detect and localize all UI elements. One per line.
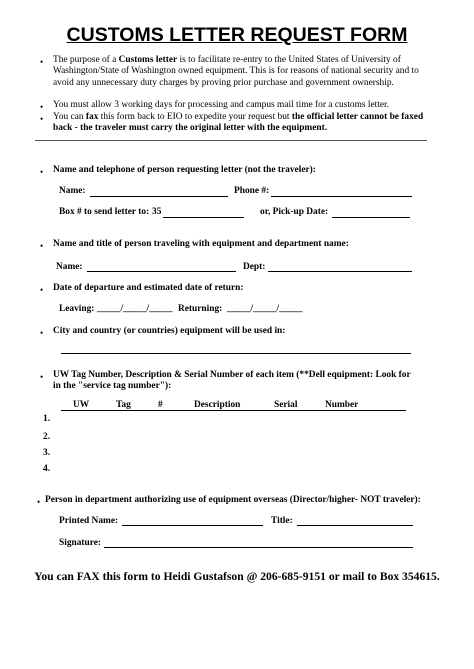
fax-instructions: You can FAX this form to Heidi Gustafson @ 206-685-9151 or mail to Box 354615. [34,570,440,583]
equipment-row-number: 3. [43,448,51,458]
location-field[interactable] [61,353,411,354]
equipment-heading: UW Tag Number, Description & Serial Number of each item (**Dell equipment: Look for [53,370,411,380]
leaving-date-field[interactable]: _____/_____/_____ [97,304,173,314]
requester-phone-label: Phone #: [234,186,270,196]
intro-text: The purpose of a [53,55,119,65]
requester-name-field[interactable] [90,196,228,197]
traveler-name-label: Name: [56,262,83,272]
column-header: UW [73,400,90,410]
column-header: Serial [274,400,298,410]
intro-text: is to facilitate re-entry to the United States of University of Washington/State of Washington owned equipment. This is for reasons of national security and to avoid any unnecessary duty charges by proving prior purchase and government ownership. [53,55,419,88]
printed-name-field[interactable] [122,525,263,526]
bullet-icon: • [40,241,44,251]
column-header: Tag [116,400,131,410]
equipment-row-number: 4. [43,464,51,474]
column-header: Description [194,400,241,410]
equipment-row-number: 1. [43,414,51,424]
equipment-heading-cont: in the "service tag number"): [53,381,172,391]
traveler-dept-field[interactable] [268,271,412,272]
section-divider [35,140,427,141]
returning-label: Returning: [178,304,223,314]
bullet-icon: • [40,57,44,67]
intro-fax-note [53,112,438,135]
traveler-name-field[interactable] [87,271,236,272]
returning-date-field[interactable]: _____/_____/_____ [227,304,303,314]
bullet-icon: • [40,102,44,112]
bullet-icon: • [37,497,41,507]
equipment-row-number: 2. [43,432,51,442]
traveler-heading: Name and title of person traveling with equipment and department name: [53,239,349,249]
intro-purpose [53,55,438,89]
location-heading: City and country (or countries) equipment will be used in: [53,326,286,336]
box-number-field[interactable] [163,217,244,218]
bullet-icon: • [40,285,44,295]
intro-text: You can [53,112,86,122]
bullet-icon: • [40,167,44,177]
leaving-label: Leaving: [59,304,95,314]
printed-name-label: Printed Name: [59,516,119,526]
column-header: # [158,400,163,410]
pickup-date-label: or, Pick-up Date: [260,207,329,217]
pickup-date-field[interactable] [332,217,410,218]
requester-phone-field[interactable] [271,196,412,197]
form-title: CUSTOMS LETTER REQUEST FORM [66,24,408,46]
column-header: Number [325,400,359,410]
bullet-icon: • [40,372,44,382]
intro-bold-text: fax [85,112,99,122]
authorizer-title-field[interactable] [297,525,413,526]
requester-heading: Name and telephone of person requesting letter (not the traveler): [53,165,316,175]
intro-bold-text: the official letter cannot be faxed back - the traveler must carry the original letter with the equipment. [53,112,424,134]
box-number-prefix: 35 [152,207,162,217]
box-number-label: Box # to send letter to: [59,207,150,217]
traveler-dept-label: Dept: [243,262,266,272]
requester-name-label: Name: [59,186,86,196]
bullet-icon: • [40,114,44,124]
bullet-icon: • [40,328,44,338]
authorizer-heading: Person in department authorizing use of equipment overseas (Director/higher- NOT traveler): [45,495,421,505]
dates-heading: Date of departure and estimated date of return: [53,283,244,293]
intro-processing: You must allow 3 working days for processing and campus mail time for a customs letter. [53,100,389,110]
signature-field[interactable] [104,547,413,548]
signature-label: Signature: [59,538,102,548]
intro-bold-text: Customs letter [118,55,178,65]
authorizer-title-label: Title: [271,516,293,526]
intro-text: this form back to EIO to expedite your request but [98,112,292,122]
header-underline [61,410,406,411]
